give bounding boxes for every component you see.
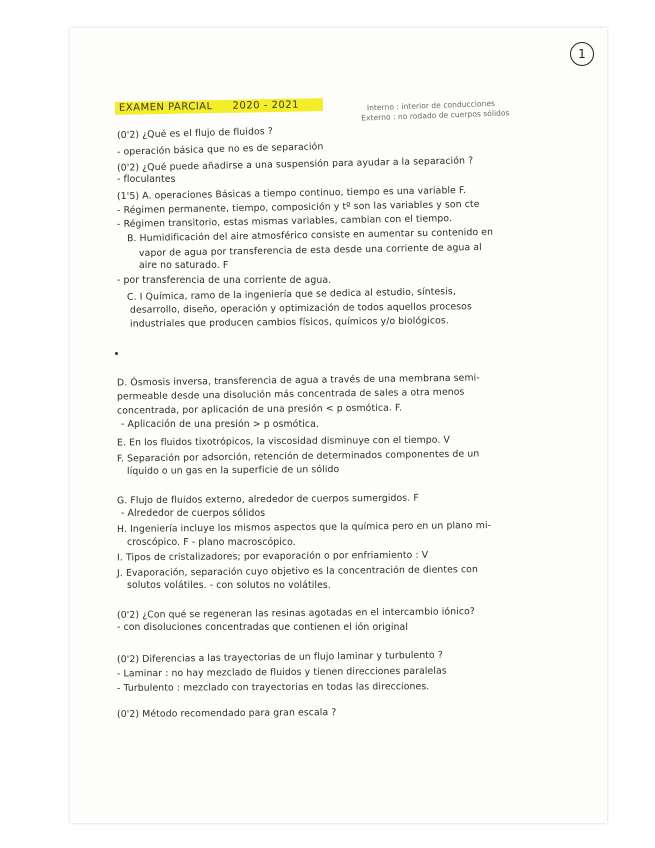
- bullet-dot: [115, 352, 118, 355]
- note-line: - Alrededor de cuerpos sólidos: [121, 508, 266, 519]
- note-line: - Turbulento : mezclado con trayectorias en todas las direcciones.: [116, 681, 430, 694]
- exam-title: EXAMEN PARCIAL: [118, 101, 213, 114]
- note-line: industriales que producen cambios físicos, químicos y/o biológicos.: [129, 315, 449, 330]
- note-line: - Laminar : no hay mezclado de fluidos y tienen direcciones paralelas: [116, 665, 447, 680]
- note-line: (0'2) Método recomendado para gran escala ?: [116, 707, 337, 720]
- note-line: C. I Química, ramo de la ingeniería que se dedica al estudio, síntesis,: [126, 286, 456, 303]
- note-line: - Régimen permanente, tiempo, composición y tº son las variables y son cte: [116, 198, 480, 217]
- note-line: (0'2) ¿Con qué se regeneran las resinas agotadas en el intercambio iónico?: [116, 606, 475, 621]
- note-line: (0'2) ¿Qué puede añadirse a una suspensión para ayudar a la separación ?: [116, 155, 474, 174]
- note-line: D. Ósmosis inversa, transferencia de agua a través de una membrana semi-: [116, 372, 480, 389]
- note-line: - floculantes: [117, 174, 176, 185]
- note-line: (1'5) A. operaciones Básicas a tiempo continuo, tiempo es una variable F.: [116, 184, 467, 203]
- note-line: concentrada, por aplicación de una presión < p osmótica. F.: [116, 402, 403, 417]
- note-line: croscópico. F - plano macroscópico.: [127, 537, 296, 548]
- note-line: vapor de agua por transferencia de esta desde una corriente de agua al: [138, 242, 482, 259]
- exam-years: 2020 - 2021: [232, 99, 300, 112]
- note-line: H. Ingeniería incluye los mismos aspectos que la química pero en un plano mi-: [116, 520, 492, 535]
- note-line: desarrollo, diseño, operación y optimización de todos aquellos procesos: [129, 301, 472, 316]
- note-line: permeable desde una disolución más concentrada de sales a otra menos: [116, 386, 465, 403]
- note-line: aire no saturado. F: [139, 260, 229, 271]
- note-line: I. Tipos de cristalizadores; por evaporación o por enfriamiento : V: [116, 549, 429, 564]
- note-line: G. Flujo de fluidos externo, alrededor de cuerpos sumergidos. F: [116, 492, 419, 507]
- note-line: - con disoluciones concentradas que contienen el ión original: [117, 622, 409, 633]
- note-line: B. Humidificación del aire atmosférico consiste en aumentar su contenido en: [126, 226, 494, 245]
- note-line: (0'2) ¿Qué es el flujo de fluidos ?: [116, 125, 274, 142]
- side-note-line: Interno : interior de conducciones: [366, 98, 496, 113]
- page-number: 1: [570, 42, 594, 66]
- note-line: E. En los fluidos tixotrópicos, la viscosidad disminuye con el tiempo. V: [116, 434, 451, 449]
- note-line: - Régimen transitorio, estas mismas variables, cambian con el tiempo.: [116, 213, 453, 230]
- side-note-line: Externo : no rodado de cuerpos sólidos: [361, 108, 510, 123]
- note-line: - Aplicación de una presión > p osmótica.: [121, 419, 319, 430]
- note-line: líquido o un gas en la superficie de un sólido: [126, 464, 340, 477]
- note-line: J. Evaporación, separación cuyo objetivo es la concentración de dientes con: [116, 564, 478, 579]
- note-line: - operación básica que no es de separación: [116, 141, 324, 158]
- note-line: - por transferencia de una corriente de agua.: [117, 275, 332, 286]
- note-line: solutos volátiles. - con solutos no volátiles.: [127, 580, 331, 591]
- note-line: (0'2) Diferencias a las trayectorias de un flujo laminar y turbulento ?: [116, 649, 443, 666]
- note-line: F. Separación por adsorción, retención de determinados componentes de un: [116, 448, 480, 465]
